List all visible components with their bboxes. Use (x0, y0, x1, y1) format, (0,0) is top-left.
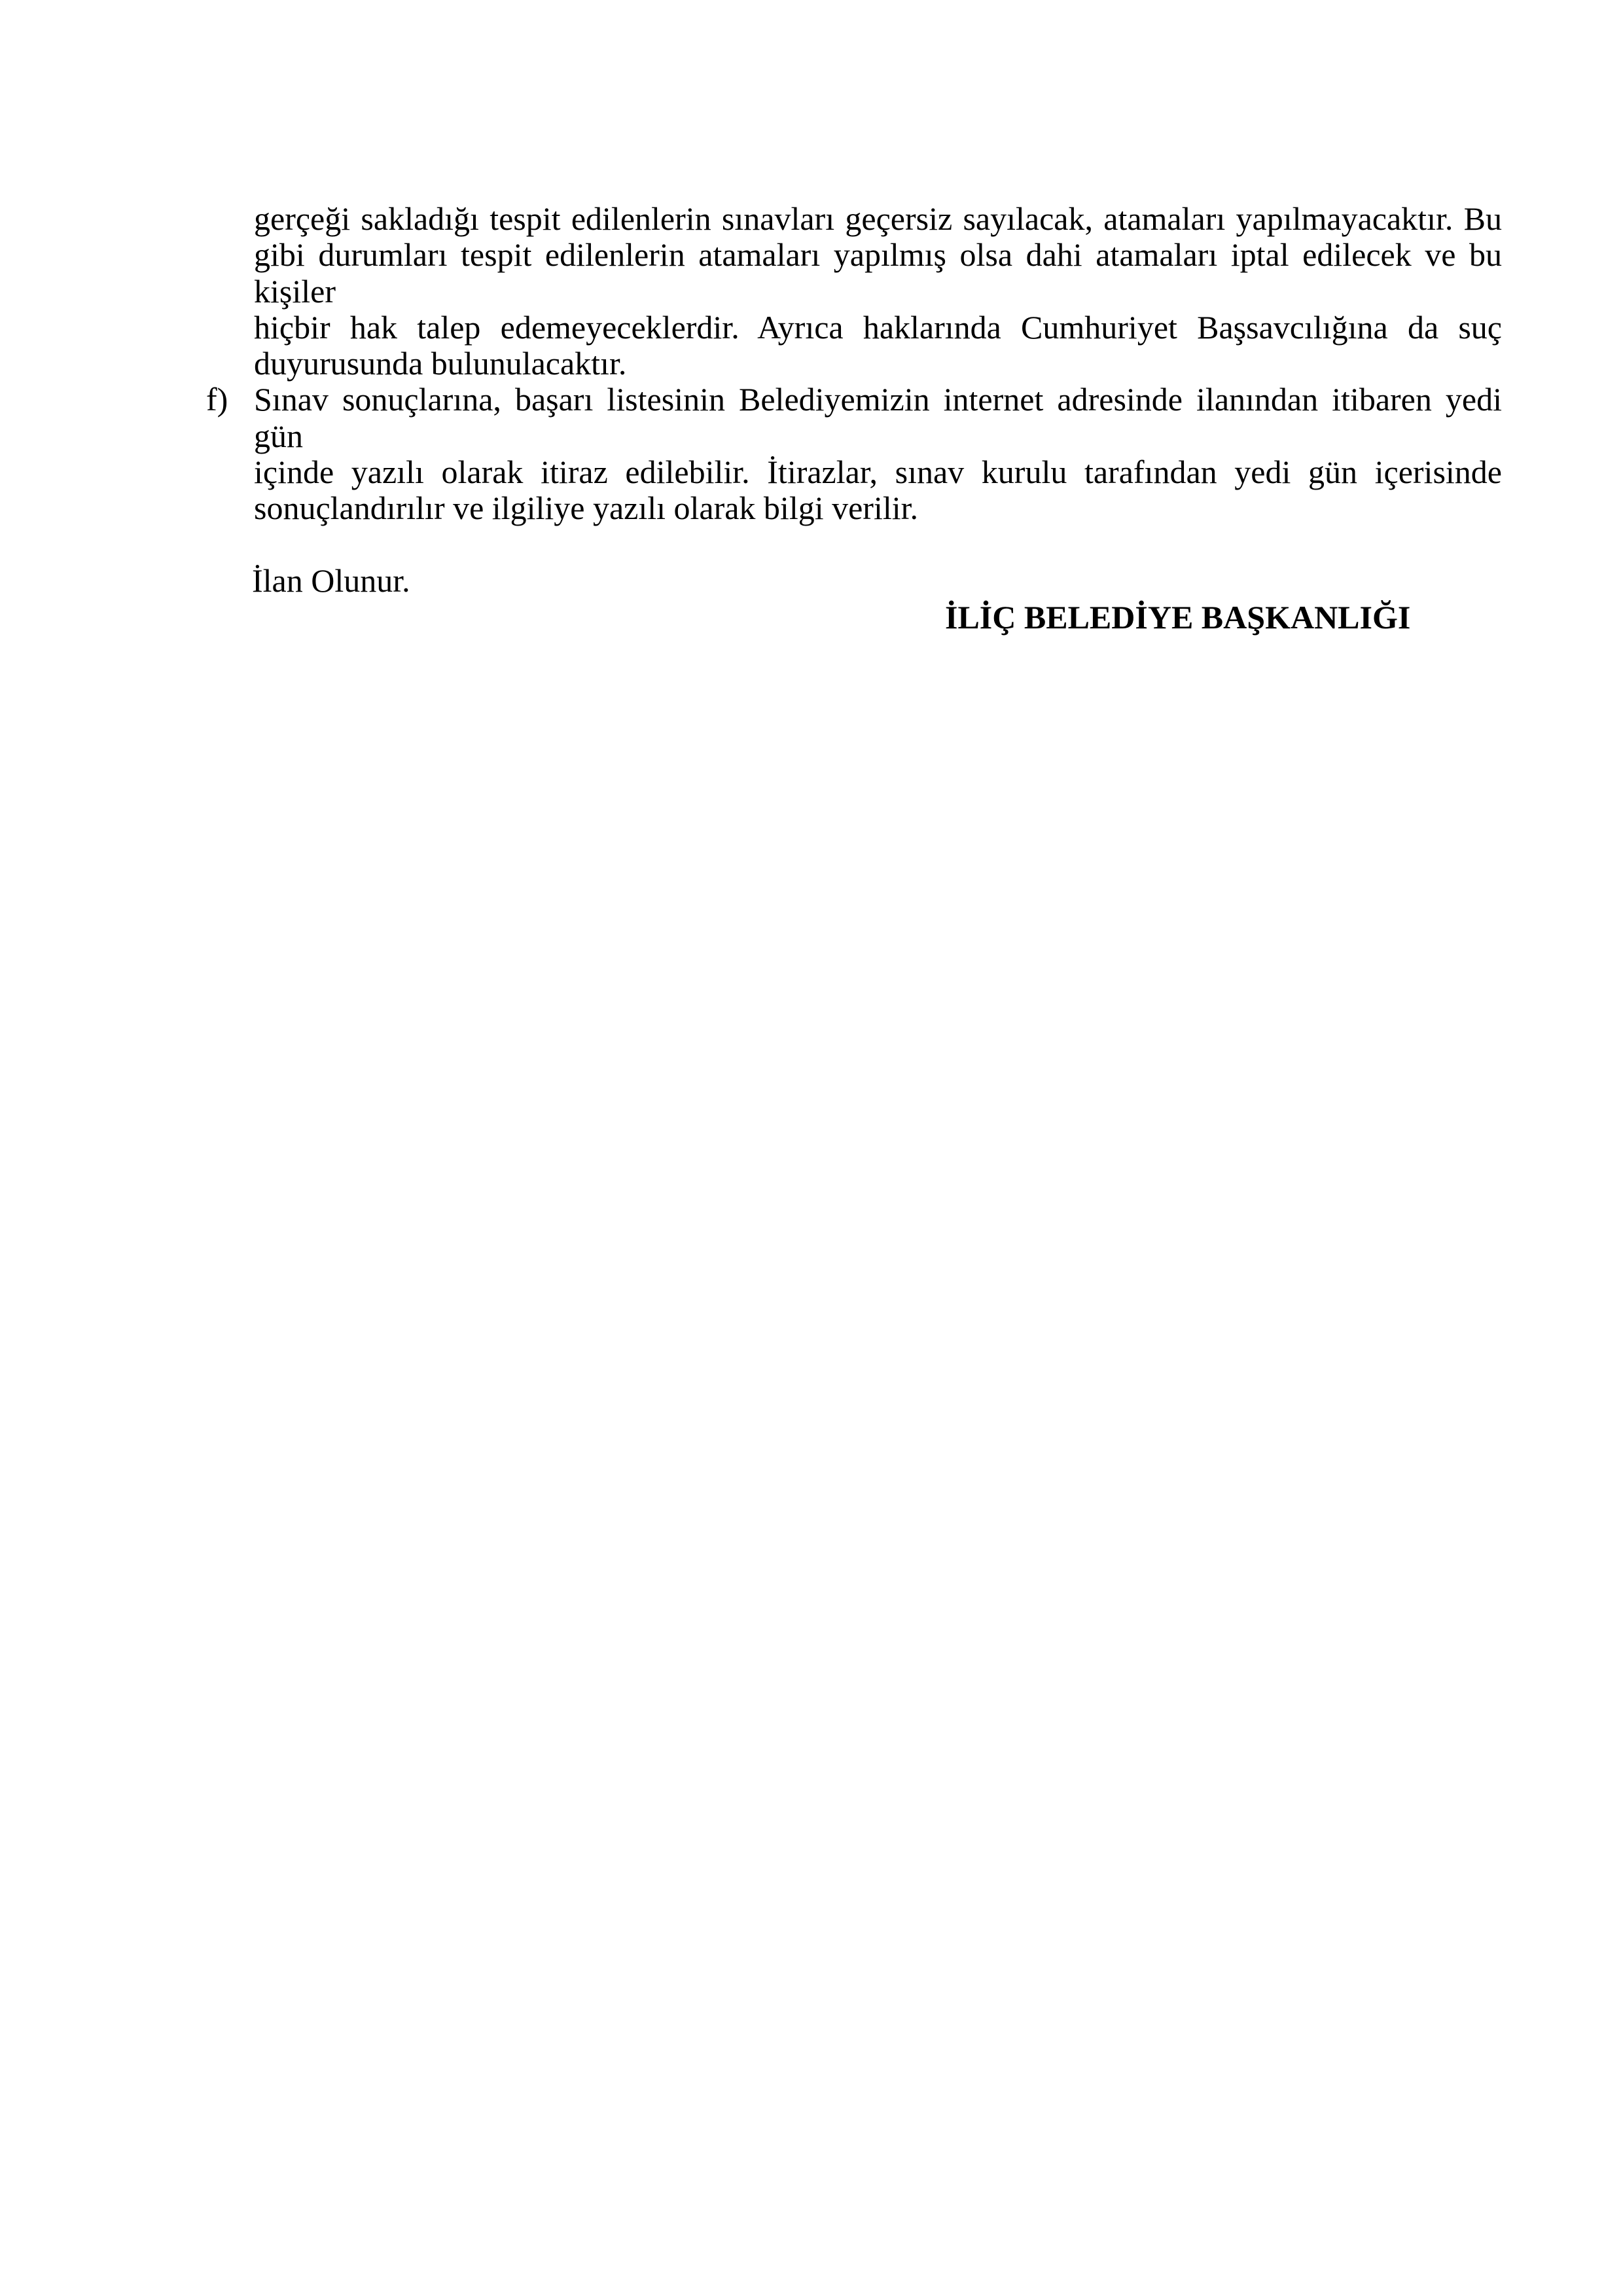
list-item-f (206, 381, 1502, 527)
issuer-signature: İLİÇ BELEDİYE BAŞKANLIĞI (945, 599, 1411, 636)
paragraph-line: sonuçlandırılır ve ilgiliye yazılı olarak bilgi verilir. (254, 490, 919, 527)
list-item-f-marker: f) (206, 381, 228, 418)
paragraph-line: gerçeği sakladığı tespit edilenlerin sınavları geçersiz sayılacak, atamaları yapılmayacaktır. Bu (254, 200, 1502, 237)
paragraph-line: gibi durumları tespit edilenlerin atamaları yapılmış olsa dahi atamaları iptal edilecek ve bu kişiler (254, 236, 1502, 310)
paragraph-line: içinde yazılı olarak itiraz edilebilir. İtirazlar, sınav kurulu tarafından yedi gün içerisinde (254, 454, 1502, 491)
paragraph-line: Sınav sonuçlarına, başarı listesinin Belediyemizin internet adresinde ilanından itibaren yedi gün (254, 381, 1502, 454)
document-body (206, 201, 1502, 599)
blank-line (206, 527, 1502, 563)
paragraph-line: duyurusunda bulunulacaktır. (254, 345, 627, 382)
closing-statement: İlan Olunur. (252, 562, 410, 599)
paragraph-continuation (254, 201, 1502, 382)
paragraph-line: hiçbir hak talep edemeyeceklerdir. Ayrıca haklarında Cumhuriyet Başsavcılığına da suç (254, 308, 1502, 346)
